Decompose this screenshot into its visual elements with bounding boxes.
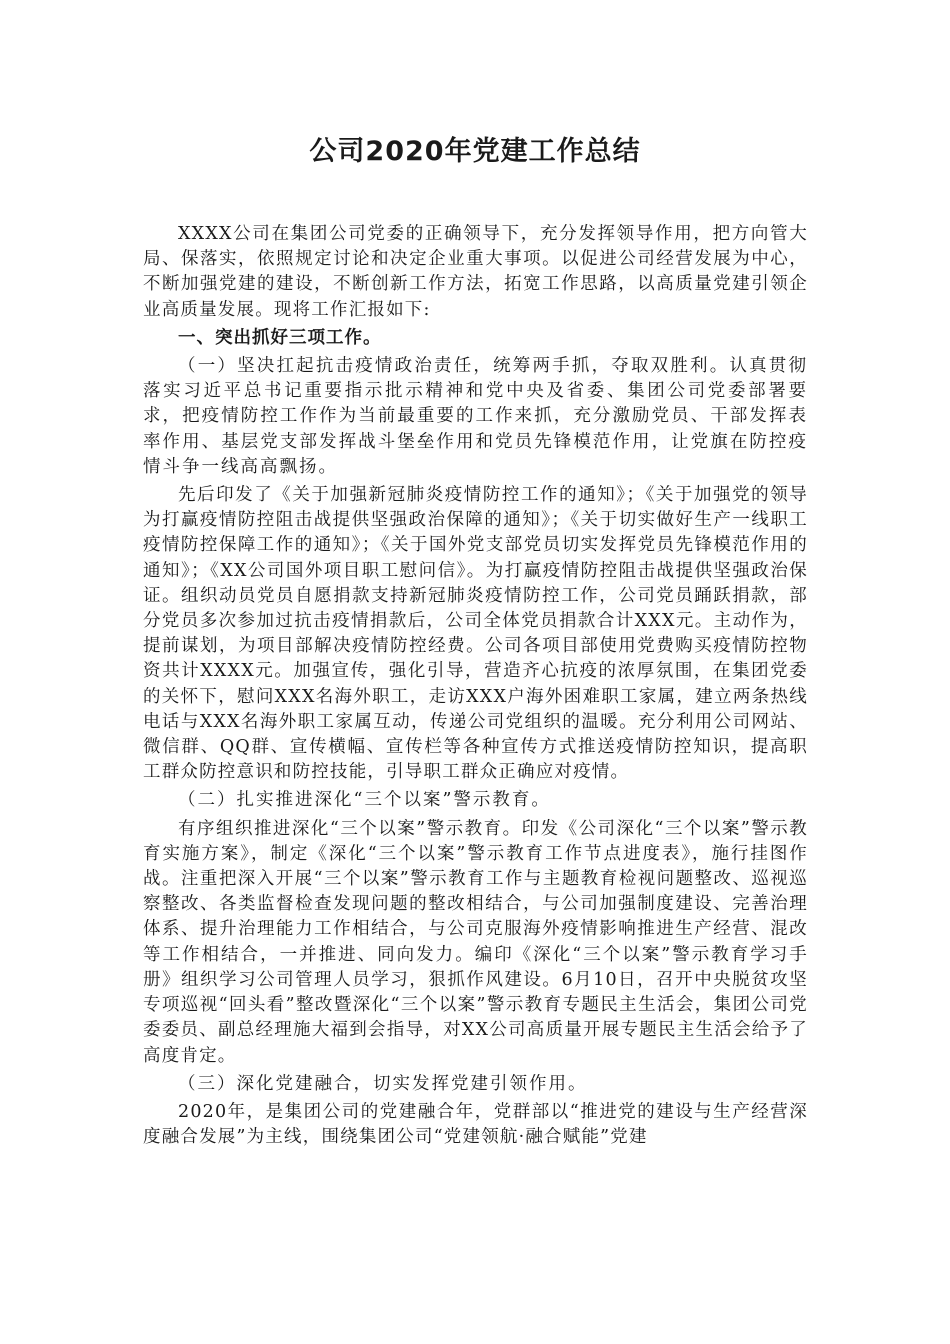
body-paragraph-warning-education: 有序组织推进深化“三个以案”警示教育。印发《公司深化“三个以案”警示教育实施方案》，制定《深化“三个以案”警示教育工作节点进度表》，施行挂图作战。注重把深入开展“三个以案”警示教育工作与主题教育检视问题整改、巡视巡察整改、各类监督检查发现问题的整改相结合，与公司加强制度建设、完善治理体系、提升治理能力工作相结合，与公司克服海外疫情影响推进生产经营、混改等工作相结合，一并推进、同向发力。编印《深化“三个以案”警示教育学习手册》组织学习公司管理人员学习，狠抓作风建设。6月10日，召开中央脱贫攻坚专项巡视“回头看”整改暨深化“三个以案”警示教育专题民主生活会，集团公司党委委员、副总经理施大福到会指导，对XX公司高质量开展专题民主生活会给予了高度肯定。 — [143, 818, 808, 1066]
subsection-1-paragraph: （一）坚决扛起抗击疫情政治责任，统筹两手抓，夺取双胜利。认真贯彻落实习近平总书记重要指示批示精神和党中央及省委、集团公司党委部署要求，把疫情防控工作作为当前最重要的工作来抓，充分激励党员、干部发挥表率作用、基层党支部发挥战斗堡垒作用和党员先锋模范作用，让党旗在防控疫情斗争一线高高飘扬。 — [143, 356, 808, 477]
body-paragraph-epidemic: 先后印发了《关于加强新冠肺炎疫情防控工作的通知》；《关于加强党的领导为打赢疫情防控阻击战提供坚强政治保障的通知》；《关于切实做好生产一线职工疫情防控保障工作的通知》；《关于国外党支部党员切实发挥党员先锋模范作用的通知》；《XX公司国外项目职工慰问信》。为打赢疫情防控阻击战提供坚强政治保证。组织动员党员自愿捐款支持新冠肺炎疫情防控工作，公司党员踊跃捐款，部分党员多次参加过抗击疫情捐款后，公司全体党员捐款合计XXX元。主动作为，提前谋划，为项目部解决疫情防控经费。公司各项目部使用党费购买疫情防控物资共计XXXX元。加强宣传，强化引导，营造齐心抗疫的浓厚氛围，在集团党委的关怀下，慰问XXX名海外职工，走访XXX户海外困难职工家属，建立两条热线电话与XXX名海外职工家属互动，传递公司党组织的温暖。充分利用公司网站、微信群、QQ群、宣传横幅、宣传栏等各种宣传方式推送疫情防控知识，提高职工群众防控意识和防控技能，引导职工群众正确应对疫情。 — [143, 485, 808, 783]
body-paragraph-integration: 2020年，是集团公司的党建融合年，党群部以“推进党的建设与生产经营深度融合发展”为主线，围绕集团公司“党建领航·融合赋能”党建 — [143, 1101, 808, 1148]
document-title: 公司2020年党建工作总结 — [309, 136, 641, 167]
subsection-2-heading: （二）扎实推进深化“三个以案”警示教育。 — [178, 790, 551, 811]
section-heading-1: 一、突出抓好三项工作。 — [178, 327, 382, 348]
subsection-3-heading: （三）深化党建融合，切实发挥党建引领作用。 — [178, 1073, 588, 1094]
intro-paragraph: XXXX公司在集团公司党委的正确领导下，充分发挥领导作用，把方向管大局、保落实，依照规定讨论和决定企业重大事项。以促进公司经营发展为中心，不断加强党建的建设，不断创新工作方法，拓宽工作思路，以高质量党建引领企业高质量发展。现将工作汇报如下: — [143, 224, 808, 320]
document-body — [143, 222, 808, 1150]
